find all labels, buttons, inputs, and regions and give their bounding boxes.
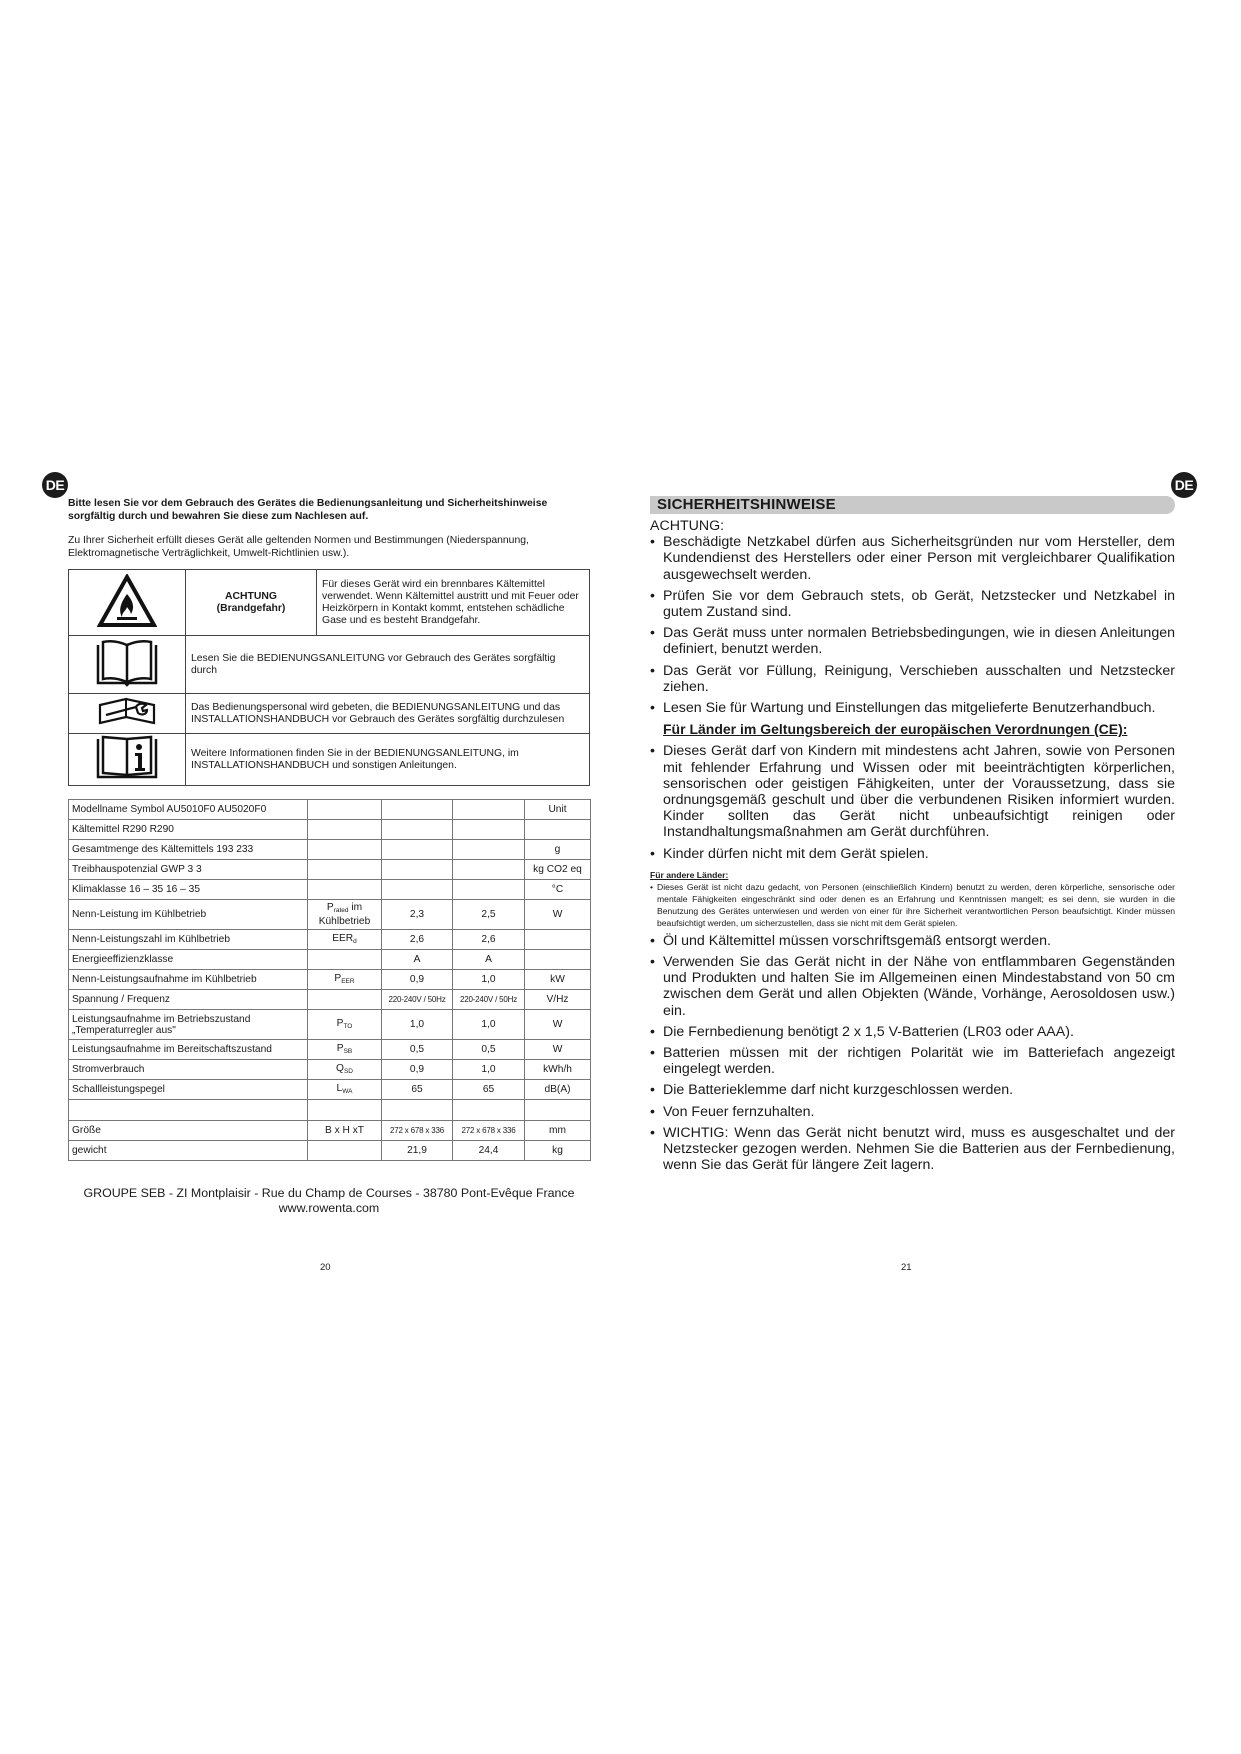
- table-cell: 272 x 678 x 336: [453, 1121, 525, 1141]
- table-cell: 2,3: [382, 900, 453, 930]
- table-cell: Modellname Symbol AU5010F0 AU5020F0: [69, 800, 308, 820]
- table-cell: [382, 800, 453, 820]
- table-cell: Energieeffizienzklasse: [69, 950, 308, 970]
- symbol-subscript: SD: [343, 1067, 353, 1075]
- table-cell: [382, 860, 453, 880]
- table-cell: 1,0: [453, 1010, 525, 1040]
- symbol-subscript: rated: [333, 907, 349, 914]
- symbol-subscript: EER: [341, 977, 355, 985]
- symbol-subscript: SB: [343, 1047, 353, 1055]
- table-cell: [308, 1060, 382, 1080]
- achtung-label: ACHTUNG:: [650, 518, 725, 534]
- table-cell: 21,9: [382, 1141, 453, 1161]
- table-cell: [525, 950, 591, 970]
- bullet-item: • Das Gerät vor Füllung, Reinigung, Verschieben ausschalten und Netzstecker ziehen.: [650, 663, 1175, 695]
- table-cell: [308, 1040, 382, 1060]
- bullet-item: • Von Feuer fernzuhalten.: [650, 1104, 1175, 1120]
- table-row: [69, 880, 591, 900]
- bullet-item: • Verwenden Sie das Gerät nicht in der Nähe von entflammbaren Gegenständen und Produkten und halten Sie im Allgemeinen einen Mindestabstand von 50 cm zwischen dem Gerät und allen Objekten (Wände, Vorhänge, Aerosoldosen usw.) ein.: [650, 954, 1175, 1019]
- table-cell: [525, 1100, 591, 1121]
- table-cell: [453, 800, 525, 820]
- table-cell: 2,6: [453, 930, 525, 950]
- intro-bold-text: Bitte lesen Sie vor dem Gebrauch des Gerätes die Bedienungsanleitung und Sicherheitshinweise sorgfältig durch und bewahren Sie diese zum Nachlesen auf.: [68, 498, 548, 522]
- bullet-list-1: [650, 534, 1175, 716]
- table-cell: 1,0: [382, 1010, 453, 1040]
- symbol-text: Für dieses Gerät wird ein brennbares Kältemittel verwendet. Wenn Kältemittel austritt und mit Feuer oder Heizkörpern in Kontakt kommt, entstehen schädliche Gase und es besteht Brandgefahr.: [317, 570, 590, 636]
- symbol-row: [69, 570, 590, 636]
- spec-table: [68, 799, 591, 1161]
- bullet-item: • Die Fernbedienung benötigt 2 x 1,5 V-Batterien (LR03 oder AAA).: [650, 1024, 1175, 1040]
- bullet-list-2: [650, 743, 1175, 861]
- table-cell: [308, 900, 382, 930]
- bullet-item: • Batterien müssen mit der richtigen Polarität wie im Batteriefach angezeigt eingelegt werden.: [650, 1045, 1175, 1077]
- table-cell: 24,4: [453, 1141, 525, 1161]
- table-row: [69, 1010, 591, 1040]
- symbol-row: [69, 694, 590, 734]
- table-cell: 65: [382, 1080, 453, 1100]
- table-cell: kg CO2 eq: [525, 860, 591, 880]
- symbol: P: [336, 1017, 344, 1029]
- table-cell: dB(A): [525, 1080, 591, 1100]
- symbol-table: [68, 569, 590, 786]
- table-cell: [453, 820, 525, 840]
- symbol-subscript: TO: [343, 1022, 353, 1030]
- table-cell: Stromverbrauch: [69, 1060, 308, 1080]
- table-cell: Leistungsaufnahme im Betriebszustand „Temperaturregler aus": [69, 1010, 308, 1040]
- table-cell: Nenn-Leistungszahl im Kühlbetrieb: [69, 930, 308, 950]
- table-cell: °C: [525, 880, 591, 900]
- symbol-row: [69, 636, 590, 694]
- table-cell: [308, 800, 382, 820]
- table-cell: [382, 1100, 453, 1121]
- table-cell: W: [525, 1040, 591, 1060]
- table-cell: [382, 880, 453, 900]
- table-cell: [308, 950, 382, 970]
- table-cell: Unit: [525, 800, 591, 820]
- table-cell: kg: [525, 1141, 591, 1161]
- table-cell: 0,9: [382, 970, 453, 990]
- footer: [68, 1186, 590, 1216]
- table-row: [69, 900, 591, 930]
- symbol: L: [336, 1082, 343, 1094]
- table-row: [69, 1100, 591, 1121]
- table-cell: [382, 820, 453, 840]
- symbol-row: [69, 734, 590, 786]
- table-cell: 0,5: [453, 1040, 525, 1060]
- symbol-suffix: im Kühlbetrieb: [318, 902, 371, 927]
- language-badge-left: DE: [42, 472, 68, 498]
- table-cell: gewicht: [69, 1141, 308, 1161]
- left-page: [68, 497, 590, 1216]
- symbol-subscript: WA: [342, 1087, 353, 1095]
- table-cell: [382, 840, 453, 860]
- table-row: [69, 840, 591, 860]
- table-row: [69, 820, 591, 840]
- table-row: [69, 930, 591, 950]
- table-row: [69, 990, 591, 1010]
- table-cell: [453, 880, 525, 900]
- other-countries-heading: Für andere Länder:: [650, 869, 729, 880]
- bullet-item: • Dieses Gerät darf von Kindern mit mindestens acht Jahren, sowie von Personen mit fehlender Erfahrung und Wissen oder mit beeinträchtigten körperlichen, sensorischen oder geistigen Fähigkeiten, unter der Voraussetzung, dass sie ordnungsgemäß geschult und über die verbundenen Risiken informiert wurden. Kinder sollten das Gerät nicht unbeaufsichtigt reinigen oder Instandhaltungsmaßnahmen am Gerät durchführen.: [650, 743, 1175, 840]
- table-cell: A: [453, 950, 525, 970]
- ce-heading: Für Länder im Geltungsbereich der europäischen Verordnungen (CE):: [663, 721, 1128, 738]
- table-cell: [453, 840, 525, 860]
- table-cell: [69, 1100, 308, 1121]
- section-heading: SICHERHEITSHINWEISE: [650, 496, 1175, 514]
- table-cell: A: [382, 950, 453, 970]
- table-cell: mm: [525, 1121, 591, 1141]
- symbol-text: Lesen Sie die BEDIENUNGSANLEITUNG vor Gebrauch des Gerätes sorgfältig durch: [186, 636, 590, 694]
- table-cell: 272 x 678 x 336: [382, 1121, 453, 1141]
- bullet-item: • Die Batterieklemme darf nicht kurzgeschlossen werden.: [650, 1082, 1175, 1098]
- table-cell: 0,5: [382, 1040, 453, 1060]
- table-row: [69, 1080, 591, 1100]
- other-countries-list: [650, 881, 1175, 929]
- table-cell: [453, 860, 525, 880]
- table-cell: Größe: [69, 1121, 308, 1141]
- bullet-list-3: [650, 933, 1175, 1174]
- table-cell: [308, 1080, 382, 1100]
- bullet-item: • Lesen Sie für Wartung und Einstellungen das mitgelieferte Benutzerhandbuch.: [650, 700, 1175, 716]
- table-cell: 1,0: [453, 970, 525, 990]
- table-cell: [525, 930, 591, 950]
- table-cell: Leistungsaufnahme im Bereitschaftszustand: [69, 1040, 308, 1060]
- symbol: P: [334, 972, 342, 984]
- bullet-item: • Das Gerät muss unter normalen Betriebsbedingungen, wie in diesen Anleitungen definiert, benutzt werden.: [650, 625, 1175, 657]
- footer-address: GROUPE SEB - ZI Montplaisir - Rue du Champ de Courses - 38780 Pont-Evêque France: [83, 1186, 575, 1200]
- table-row: [69, 1141, 591, 1161]
- table-row: [69, 1121, 591, 1141]
- page-number-left: 20: [320, 1262, 331, 1273]
- table-cell: [308, 930, 382, 950]
- bullet-item: • Kinder dürfen nicht mit dem Gerät spielen.: [650, 846, 1175, 862]
- table-cell: Nenn-Leistungsaufnahme im Kühlbetrieb: [69, 970, 308, 990]
- table-row: [69, 800, 591, 820]
- table-cell: [308, 1121, 382, 1141]
- table-cell: 1,0: [453, 1060, 525, 1080]
- symbol: B x H xT: [324, 1125, 365, 1136]
- symbol: P: [336, 1042, 344, 1054]
- symbol: P: [326, 902, 334, 913]
- table-cell: 2,6: [382, 930, 453, 950]
- table-cell: 220-240V / 50Hz: [453, 990, 525, 1010]
- intro-text: Zu Ihrer Sicherheit erfüllt dieses Gerät alle geltenden Normen und Bestimmungen (Niederspannung, Elektromagnetische Verträglichkeit, Umwelt-Richtlinien usw.).: [68, 535, 529, 559]
- table-row: [69, 1060, 591, 1080]
- bullet-item: • Beschädigte Netzkabel dürfen aus Sicherheitsgründen nur vom Hersteller, dem Kundendienst des Herstellers oder einer Person mit vergleichbarer Qualifikation ausgewechselt werden.: [650, 534, 1175, 583]
- table-cell: Nenn-Leistung im Kühlbetrieb: [69, 900, 308, 930]
- symbol-subscript: d: [353, 937, 357, 945]
- table-cell: [308, 990, 382, 1010]
- table-cell: kWh/h: [525, 1060, 591, 1080]
- bullet-item: • Öl und Kältemittel müssen vorschriftsgemäß entsorgt werden.: [650, 933, 1175, 949]
- table-cell: W: [525, 1010, 591, 1040]
- list-item: • Dieses Gerät ist nicht dazu gedacht, von Personen (einschließlich Kindern) benutzt zu werden, deren körperliche, sensorische oder mentale Fähigkeiten eingeschränkt sind oder denen es an Erfahrung und Kenntnissen mangelt; es sei denn, sie wurden in die Benutzung des Gerätes unterwiesen und werden von einer für ihre Sicherheit verantwortlichen Person beaufsichtigt. Kinder müssen beaufsichtigt werden, um sicherzustellen, dass sie nicht mit dem Gerät spielen.: [650, 881, 1175, 929]
- table-cell: [308, 1141, 382, 1161]
- wrench-manual-icon: [69, 694, 186, 734]
- bullet-item: • Prüfen Sie vor dem Gebrauch stets, ob Gerät, Netzstecker und Netzkabel in gutem Zustand sind.: [650, 588, 1175, 620]
- table-cell: Klimaklasse 16 – 35 16 – 35: [69, 880, 308, 900]
- info-manual-icon: [69, 734, 186, 786]
- table-cell: [525, 820, 591, 840]
- table-cell: Treibhauspotenzial GWP 3 3: [69, 860, 308, 880]
- footer-url: www.rowenta.com: [278, 1201, 380, 1215]
- table-cell: 2,5: [453, 900, 525, 930]
- table-cell: Gesamtmenge des Kältemittels 193 233: [69, 840, 308, 860]
- table-cell: [453, 1100, 525, 1121]
- flame-warning-icon: [69, 570, 186, 636]
- table-cell: 0,9: [382, 1060, 453, 1080]
- table-cell: [308, 970, 382, 990]
- table-cell: kW: [525, 970, 591, 990]
- symbol-label: ACHTUNG (Brandgefahr): [186, 570, 317, 636]
- symbol: Q: [336, 1062, 344, 1074]
- table-cell: V/Hz: [525, 990, 591, 1010]
- table-row: [69, 1040, 591, 1060]
- table-cell: Kältemittel R290 R290: [69, 820, 308, 840]
- table-cell: g: [525, 840, 591, 860]
- table-cell: 220-240V / 50Hz: [382, 990, 453, 1010]
- table-cell: Spannung / Frequenz: [69, 990, 308, 1010]
- manual-book-icon: [69, 636, 186, 694]
- table-cell: [308, 860, 382, 880]
- table-row: [69, 970, 591, 990]
- table-cell: Schallleistungspegel: [69, 1080, 308, 1100]
- symbol: EER: [332, 932, 354, 944]
- table-cell: W: [525, 900, 591, 930]
- language-badge-right: DE: [1171, 472, 1197, 498]
- table-cell: [308, 1100, 382, 1121]
- table-cell: [308, 1010, 382, 1040]
- bullet-item: • WICHTIG: Wenn das Gerät nicht benutzt wird, muss es ausgeschaltet und der Netzstecker gezogen werden. Nehmen Sie die Batterien aus der Fernbedienung, wenn Sie das Gerät für längere Zeit lagern.: [650, 1125, 1175, 1174]
- right-page: [650, 496, 1175, 1179]
- table-row: [69, 950, 591, 970]
- symbol-text: Weitere Informationen finden Sie in der BEDIENUNGSANLEITUNG, im INSTALLATIONSHANDBUCH und sonstigen Anleitungen.: [186, 734, 590, 786]
- symbol-text: Das Bedienungspersonal wird gebeten, die BEDIENUNGSANLEITUNG und das INSTALLATIONSHANDBUCH vor Gebrauch des Gerätes sorgfältig durchzulesen: [186, 694, 590, 734]
- page-number-right: 21: [901, 1262, 912, 1273]
- table-cell: [308, 820, 382, 840]
- table-cell: 65: [453, 1080, 525, 1100]
- table-row: [69, 860, 591, 880]
- table-cell: [308, 840, 382, 860]
- table-cell: [308, 880, 382, 900]
